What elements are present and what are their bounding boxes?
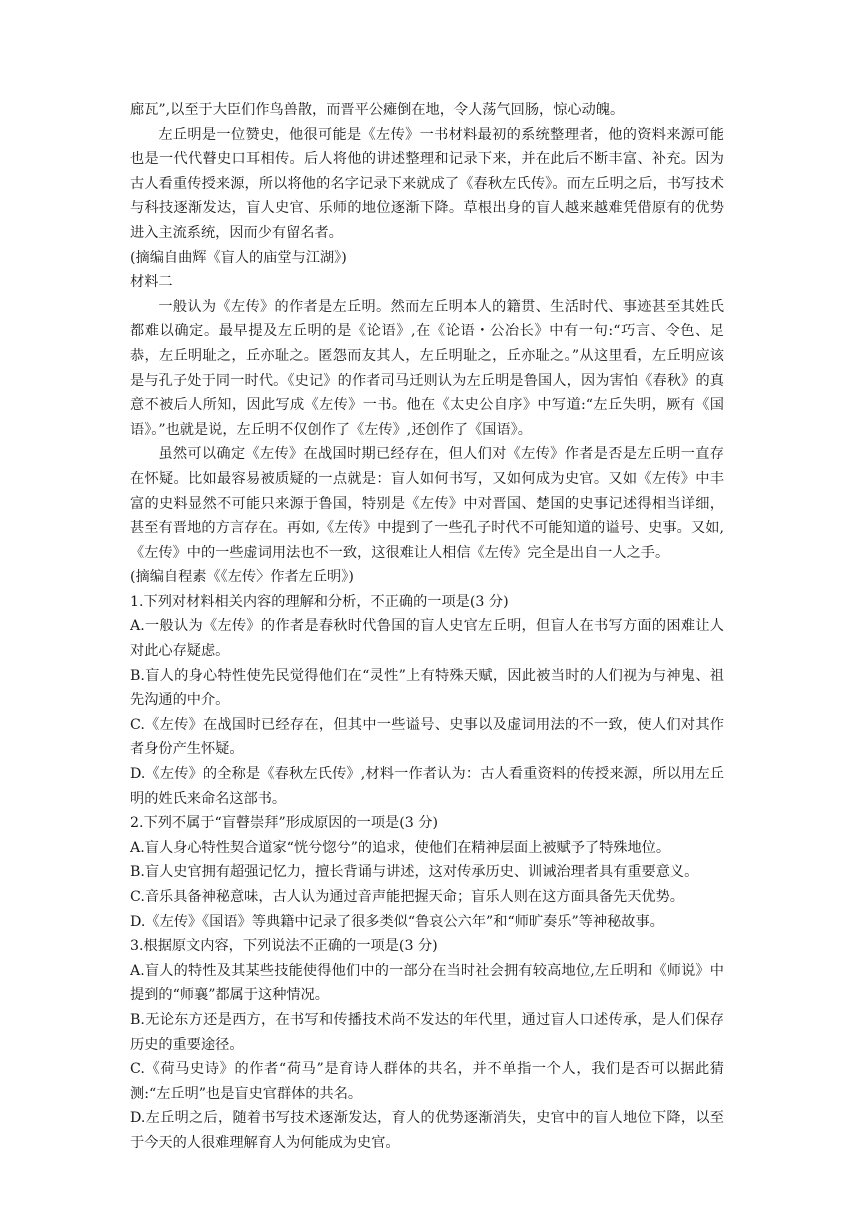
paragraph-author-doubt: 虽然可以确定《左传》在战国时期已经存在，但人们对《左传》作者是否是左丘明一直存在怀疑。比如最容易被质疑的一点就是：盲人如何书写，又如何成为史官。又如《左传》中丰富的史料显然不可能只来源于鲁国，特别是《左传》中对晋国、楚国的史事记述得相当详细，甚至有晋地的方言存在。再如,《左传》中提到了一些孔子时代不可能知道的谥号、史事。又如,《左传》中的一些虚词用法也不一致，这很难让人相信《左传》完全是出自一人之手。 xyxy=(130,446,724,561)
question-2-option-b: B.盲人史官拥有超强记忆力，擅长背诵与讲述，这对传承历史、训诫治理者具有重要意义。 xyxy=(130,864,699,881)
question-3-option-a: A.盲人的特性及其某些技能使得他们中的一部分在当时社会拥有较高地位,左丘明和《师说》中提到的“师襄”都属于这种情况。 xyxy=(130,962,724,1004)
question-1-option-a: A.一般认为《左传》的作者是春秋时代鲁国的盲人史官左丘明，但盲人在书写方面的困难让人对此心存疑虑。 xyxy=(130,618,724,660)
section-heading-material-2: 材料二 xyxy=(130,274,173,291)
question-2-stem: 2.下列不属于“盲瞽崇拜”形成原因的一项是(3 分) xyxy=(130,815,439,832)
paragraph-continuation: 廊瓦”,以至于大臣们作鸟兽散，而晋平公瘫倒在地，令人荡气回肠，惊心动魄。 xyxy=(130,102,625,118)
question-3-option-d: D.左丘明之后，随着书写技术逐渐发达，育人的优势逐渐消失，史官中的盲人地位下降，以至于今天的人很难理解育人为何能成为史官。 xyxy=(130,1110,724,1151)
question-1-option-d: D.《左传》的全称是《春秋左氏传》,材料一作者认为：古人看重资料的传授来源，所以用左丘明的姓氏来命名这部书。 xyxy=(130,766,724,807)
source-citation-2: (摘编自程素《《左传〉作者左丘明》) xyxy=(130,569,354,586)
question-1-option-c: C.《左传》在战国时已经存在，但其中一些谥号、史事以及虚词用法的不一致，使人们对其作者身份产生怀疑。 xyxy=(130,716,724,758)
paragraph-zuoqiuming-zanshi: 左丘明是一位赞史，他很可能是《左传》一书材料最初的系统整理者，他的资料来源可能也是一代代瞽史口耳相传。后人将他的讲述整理和记录下来，并在此后不断丰富、补充。因为古人看重传授来源，所以将他的名字记录下来就成了《春秋左氏传》。而左丘明之后，书写技术与科技逐渐发达，盲人史官、乐师的地位逐渐下降。草根出身的盲人越来越难凭借原有的优势进入主流系统，因而少有留名者。 xyxy=(130,126,724,241)
document-page xyxy=(130,98,724,1156)
question-3-option-b: B.无论东方还是西方，在书写和传播技术尚不发达的年代里，通过盲人口述传承，是人们保存历史的重要途径。 xyxy=(130,1011,724,1053)
source-citation-1: (摘编自曲辉《盲人的庙堂与江湖》) xyxy=(130,249,347,266)
question-1-option-b: B.盲人的身心特性使先民觉得他们在“灵性”上有特殊天赋，因此被当时的人们视为与神鬼、祖先沟通的中介。 xyxy=(130,667,724,709)
question-1-stem: 1.下列对材料相关内容的理解和分析，不正确的一项是(3 分) xyxy=(130,593,509,610)
question-2-option-c: C.音乐具备神秘意味，古人认为通过音声能把握天命；盲乐人则在这方面具备先天优势。 xyxy=(130,889,684,905)
paragraph-author-zuozhuan: 一般认为《左传》的作者是左丘明。然而左丘明本人的籍贯、生活时代、事迹甚至其姓氏都难以确定。最早提及左丘明的是《论语》,在《论语・公冶长》中有一句:“巧言、令色、足恭，左丘明耻之，丘亦耻之。匿怨而友其人，左丘明耻之，丘亦耻之。”从这里看，左丘明应该是与孔子处于同一时代。《史记》的作者司马迁则认为左丘明是鲁国人，因为害怕《春秋》的真意不被后人所知，因此写成《左传》一书。他在《太史公自序》中写道:“左丘失明，厥有《国语》。”也就是说，左丘明不仅创作了《左传》,还创作了《国语》。 xyxy=(130,298,724,438)
question-3-option-c: C.《荷马史诗》的作者“荷马”是育诗人群体的共名，并不单指一个人，我们是否可以据此猜测:“左丘明”也是盲史官群体的共名。 xyxy=(130,1061,724,1102)
question-2-option-a: A.盲人身心特性契合道家“恍兮惚兮”的追求，使他们在精神层面上被赋予了特殊地位。 xyxy=(130,839,671,856)
question-3-stem: 3.根据原文内容，下列说法不正确的一项是(3 分) xyxy=(130,938,438,955)
question-2-option-d: D.《左传》《国语》等典籍中记录了很多类似“鲁哀公六年”和“师旷奏乐”等神秘故事。 xyxy=(130,913,664,930)
